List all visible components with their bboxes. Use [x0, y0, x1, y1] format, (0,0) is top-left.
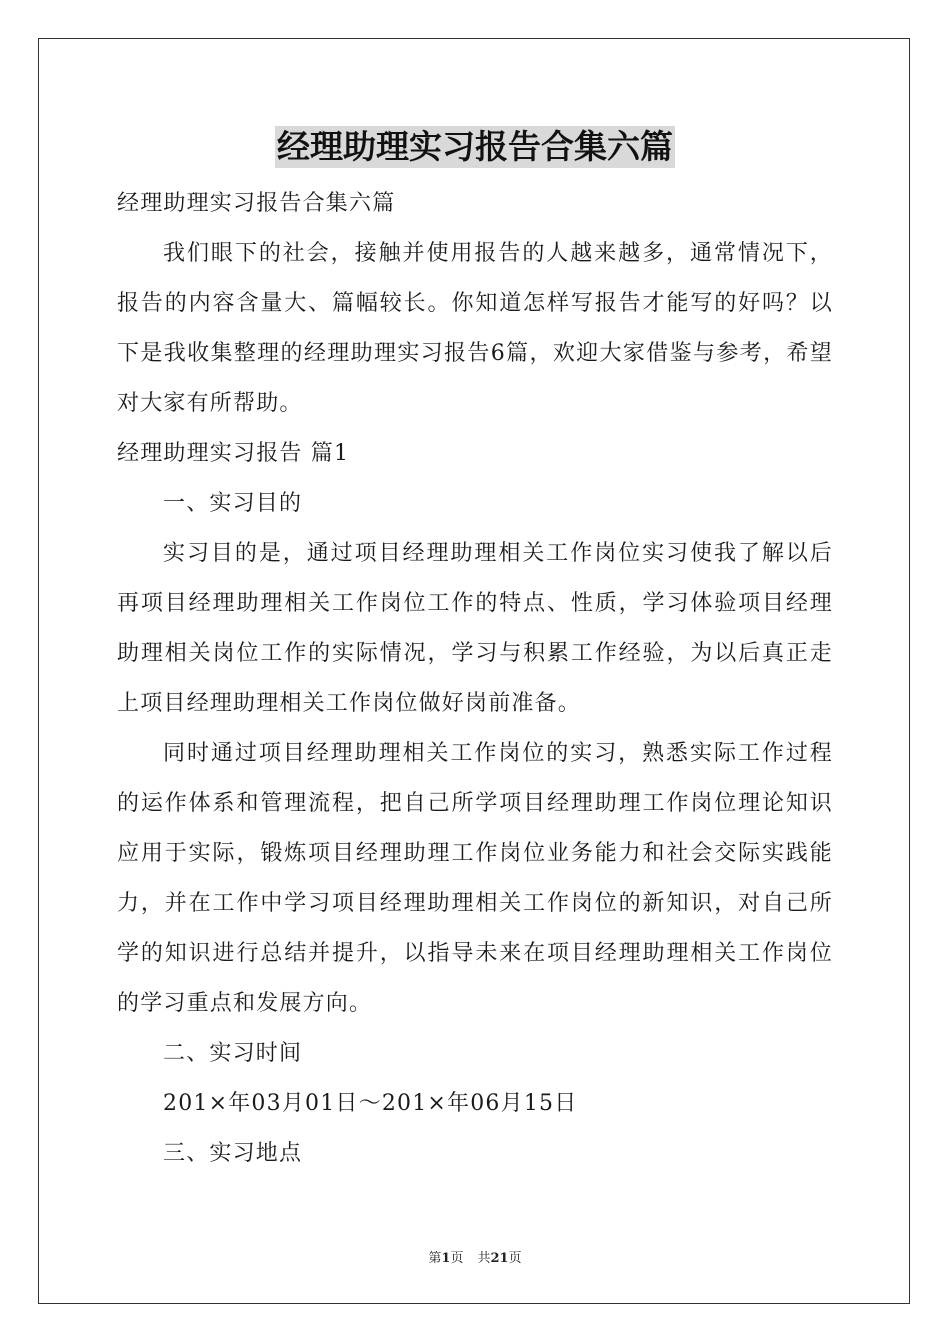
total-suffix: 页: [508, 1251, 522, 1266]
page-prefix: 第: [428, 1251, 442, 1266]
page-number: 1: [441, 1251, 451, 1266]
page-suffix: 页: [450, 1251, 464, 1266]
heading-time: 二、实习时间: [163, 1041, 303, 1066]
purpose-paragraph: 实习目的是，通过项目经理助理相关工作岗位实习使我了解以后再项目经理助理相关工作岗位工作的特点、性质，学习体验项目经理助理相关岗位工作的实际情况，学习与积累工作经验，为以后真正走上项目经理助理相关工作岗位做好岗前准备。: [117, 541, 833, 716]
heading-location: 三、实习地点: [163, 1141, 303, 1166]
heading-purpose: 一、实习目的: [163, 491, 303, 516]
total-prefix: 共: [477, 1251, 491, 1266]
document-body: [117, 179, 833, 1179]
page-footer: [0, 1247, 950, 1266]
section-title: 经理助理实习报告 篇1: [117, 441, 350, 466]
title-container: [0, 126, 950, 168]
total-pages: 21: [490, 1251, 509, 1266]
process-paragraph: 同时通过项目经理助理相关工作岗位的实习，熟悉实际工作过程的运作体系和管理流程，把自己所学项目经理助理工作岗位理论知识应用于实际，锻炼项目经理助理工作岗位业务能力和社会交际实践能力，并在工作中学习项目经理助理相关工作岗位的新知识，对自己所学的知识进行总结并提升，以指导未来在项目经理助理相关工作岗位的学习重点和发展方向。: [117, 741, 833, 1016]
date-range: 201×年03月01日～201×年06月15日: [163, 1091, 578, 1116]
document-title: 经理助理实习报告合集六篇: [277, 127, 673, 166]
document-subtitle: 经理助理实习报告合集六篇: [117, 191, 396, 216]
intro-paragraph: 我们眼下的社会，接触并使用报告的人越来越多，通常情况下，报告的内容含量大、篇幅较长。你知道怎样写报告才能写的好吗？以下是我收集整理的经理助理实习报告6篇，欢迎大家借鉴与参考，希望对大家有所帮助。: [117, 241, 833, 416]
